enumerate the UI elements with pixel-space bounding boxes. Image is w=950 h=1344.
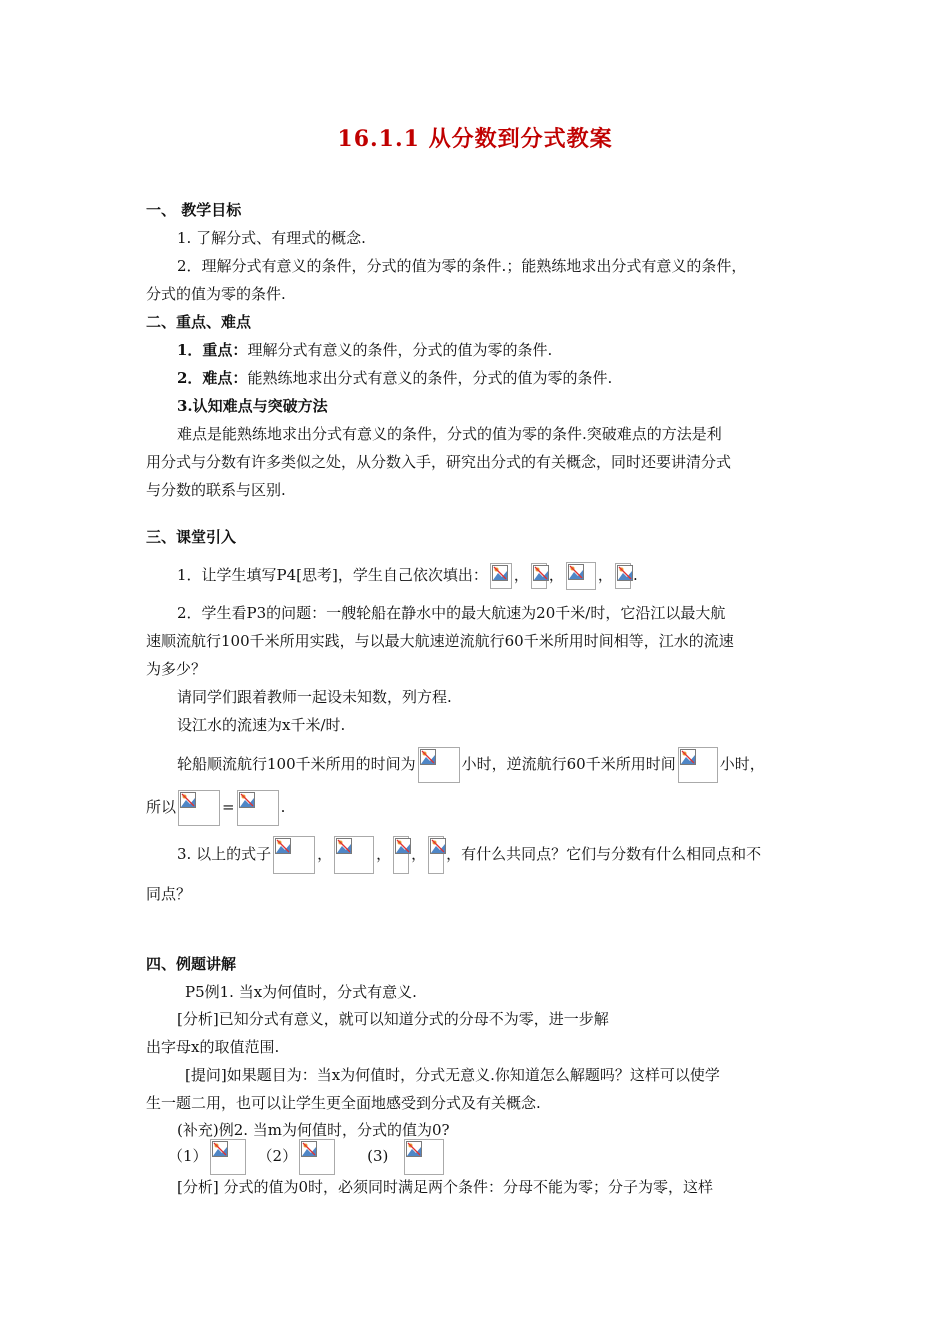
equals-sign: = <box>222 798 235 816</box>
difficulty-line <box>177 368 612 388</box>
part-3-label: (3) <box>367 1147 389 1165</box>
image-placeholder-icon <box>336 838 352 854</box>
formula-image-icon <box>237 790 279 826</box>
methods-para-1: 难点是能熟练地求出分式有意义的条件，分式的值为零的条件.突破难点的方法是利 <box>177 425 722 443</box>
image-placeholder-icon <box>395 838 411 854</box>
difficulty-text: 能熟练地求出分式有意义的条件，分式的值为零的条件. <box>247 369 613 387</box>
period: . <box>280 798 286 816</box>
intro-line-3: 速顺流航行100千米所用实践，与以最大航速逆流航行60千米所用时间相等，江水的流速 <box>146 632 734 650</box>
image-placeholder-icon <box>301 1141 317 1157</box>
image-placeholder-icon <box>617 565 633 581</box>
formula-image-icon <box>490 563 512 589</box>
intro-line-9-text-b: ，有什么共同点？它们与分数有什么相同点和不 <box>446 845 762 863</box>
image-placeholder-icon <box>430 838 446 854</box>
example-1-analysis-cont: 出字母x的取值范围. <box>146 1038 280 1056</box>
example-1-analysis: [分析]已知分式有意义，就可以知道分式的分母不为零，进一步解 <box>177 1010 609 1028</box>
intro-line-7-text-a: 轮船顺流航行100千米所用的时间为 <box>177 755 416 773</box>
difficulty-label: 2．难点： <box>177 369 248 387</box>
key-point-line <box>177 340 552 360</box>
formula-image-icon <box>404 1139 444 1175</box>
intro-line-1-text: 1．让学生填写P4[思考]，学生自己依次填出： <box>177 566 488 584</box>
period: . <box>632 566 638 584</box>
intro-line-7-text-c: 小时， <box>719 755 765 773</box>
image-placeholder-icon <box>406 1141 422 1157</box>
intro-line-8 <box>146 788 285 826</box>
key-point-text: 理解分式有意义的条件，分式的值为零的条件. <box>247 341 553 359</box>
formula-image-icon <box>334 836 374 874</box>
example-1: P5例1. 当x为何值时，分式有意义. <box>185 983 417 1001</box>
separator: ， <box>317 845 333 863</box>
section-heading-examples: 四、例题讲解 <box>146 955 237 973</box>
methods-para-3: 与分数的联系与区别. <box>146 481 286 499</box>
formula-image-icon <box>299 1139 335 1175</box>
intro-line-7-text-b: 小时，逆流航行60千米所用时间 <box>461 755 676 773</box>
separator: ， <box>513 566 529 584</box>
objective-2-cont: 分式的值为零的条件. <box>146 285 286 303</box>
image-placeholder-icon <box>533 565 549 581</box>
methods-para-2: 用分式与分数有许多类似之处，从分数入手，研究出分式的有关概念，同时还要讲清分式 <box>146 453 732 471</box>
intro-line-9-text-a: 3. 以上的式子 <box>177 845 272 863</box>
formula-image-icon <box>393 836 409 874</box>
image-placeholder-icon <box>492 565 508 581</box>
image-placeholder-icon <box>568 564 584 580</box>
image-placeholder-icon <box>239 792 255 808</box>
section-heading-key-points: 二、重点、难点 <box>146 313 252 331</box>
question-line-1: [提问]如果题目为：当x为何值时，分式无意义.你知道怎么解题吗？这样可以使学 <box>185 1066 720 1084</box>
intro-line-7 <box>177 745 765 783</box>
section-heading-objectives: 一、 教学目标 <box>146 201 242 219</box>
formula-image-icon <box>178 790 220 826</box>
intro-line-6: 设江水的流速为x千米/时. <box>177 716 346 734</box>
separator: ， <box>597 566 613 584</box>
formula-image-icon <box>615 563 631 589</box>
intro-line-5: 请同学们跟着教师一起设未知数，列方程. <box>177 688 452 706</box>
formula-image-icon <box>566 562 596 590</box>
part-1-label: （1） <box>168 1147 208 1165</box>
intro-line-10: 同点？ <box>146 885 192 903</box>
image-placeholder-icon <box>680 749 696 765</box>
question-line-2: 生一题二用，也可以让学生更全面地感受到分式及有关概念. <box>146 1094 541 1112</box>
formula-image-icon <box>273 836 315 874</box>
key-point-label: 1．重点： <box>177 341 248 359</box>
intro-line-1 <box>177 562 638 590</box>
formula-image-icon <box>678 747 718 783</box>
separator: ， <box>548 566 564 584</box>
objective-2: 2．理解分式有意义的条件，分式的值为零的条件.；能熟练地求出分式有意义的条件， <box>177 257 747 275</box>
intro-line-2: 2．学生看P3的问题：一艘轮船在静水中的最大航速为20千米/时，它沿江以最大航 <box>177 604 726 622</box>
intro-line-8-text: 所以 <box>146 798 177 816</box>
subheading-methods: 3.认知难点与突破方法 <box>177 397 328 415</box>
formula-image-icon <box>210 1139 246 1175</box>
example-2: (补充)例2. 当m为何值时，分式的值为0? <box>177 1121 450 1139</box>
part-2-label: （2） <box>257 1147 298 1165</box>
objective-1: 1. 了解分式、有理式的概念. <box>177 229 366 247</box>
image-placeholder-icon <box>420 749 436 765</box>
intro-line-9 <box>177 835 761 874</box>
image-placeholder-icon <box>180 792 196 808</box>
separator: ， <box>376 845 392 863</box>
formula-image-icon <box>418 747 460 783</box>
section-heading-intro: 三、课堂引入 <box>146 528 237 546</box>
separator: ， <box>411 845 427 863</box>
example-2-parts <box>168 1138 446 1175</box>
formula-image-icon <box>531 563 547 589</box>
image-placeholder-icon <box>212 1141 228 1157</box>
formula-image-icon <box>428 836 444 874</box>
intro-line-4: 为多少？ <box>146 660 207 678</box>
example-2-analysis: [分析] 分式的值为0时，必须同时满足两个条件：分母不能为零；分子为零，这样 <box>177 1178 714 1196</box>
document-title: 16.1.1 从分数到分式教案 <box>337 126 613 152</box>
image-placeholder-icon <box>275 838 291 854</box>
